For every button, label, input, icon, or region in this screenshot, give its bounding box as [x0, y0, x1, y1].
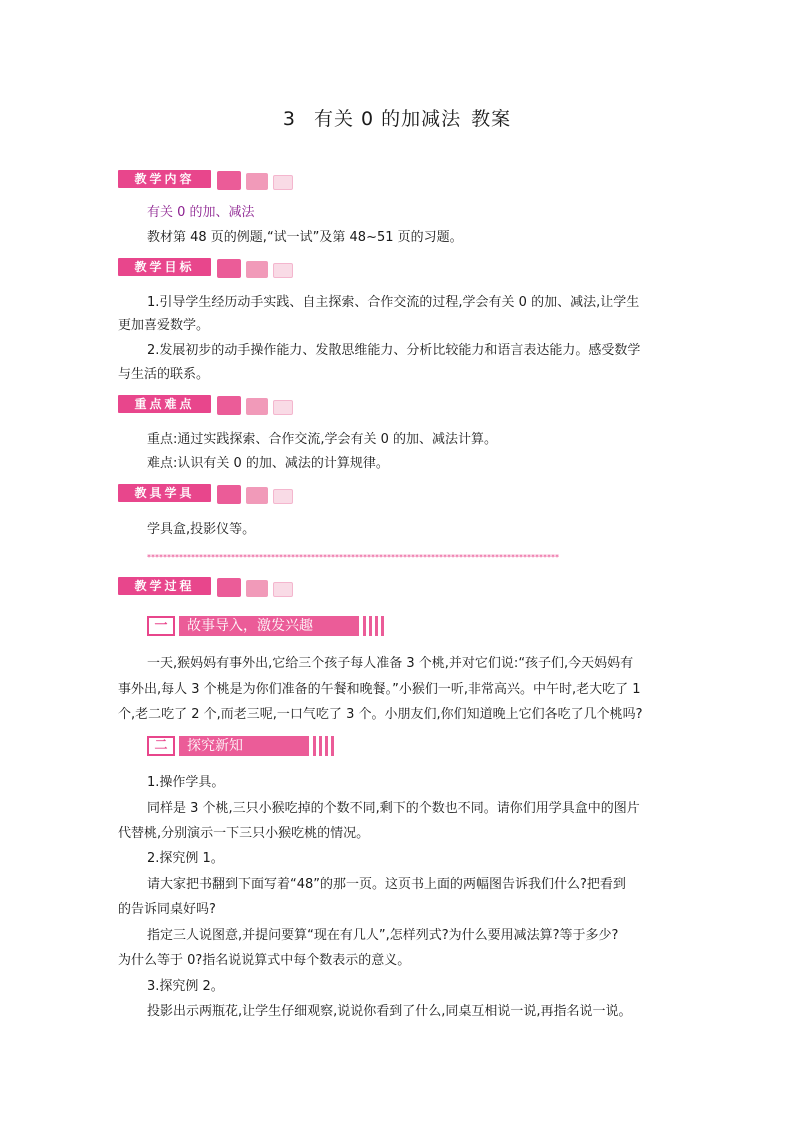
section-tag: 重点难点 — [118, 395, 211, 413]
decor-square — [246, 261, 268, 278]
decor-square — [217, 485, 241, 504]
decor-stripe — [375, 616, 378, 636]
section-tag: 教学目标 — [118, 258, 211, 276]
part2-text: 投影出示两瓶花,让学生仔细观察,说说你看到了什么,同桌互相说一说,再指名说一说。 — [147, 1004, 632, 1019]
part2-text: 同样是 3 个桃,三只小猴吃掉的个数不同,剩下的个数也不同。请你们用学具盒中的图片 — [147, 801, 640, 816]
decor-square — [217, 259, 241, 278]
decor-square — [246, 398, 268, 415]
decor-square — [217, 396, 241, 415]
part2-text: 1.操作学具。 — [147, 775, 225, 790]
part2-text: 3.探究例 2。 — [147, 979, 224, 994]
part-number: 二 — [147, 736, 175, 756]
decor-stripe — [319, 736, 322, 756]
decor-square — [273, 582, 293, 597]
decor-stripe — [369, 616, 372, 636]
decor-square — [273, 489, 293, 504]
decor-stripe — [381, 616, 384, 636]
part-heading-1 — [147, 616, 387, 638]
decor-square — [246, 173, 268, 190]
part1-text: 事外出,每人 3 个桃是为你们准备的午餐和晚餐。”小猴们一听,非常高兴。中午时,老大吃了 1 — [118, 682, 641, 697]
lesson-number: 3 — [282, 108, 296, 130]
decor-stripe — [363, 616, 366, 636]
section-tag: 教学过程 — [118, 577, 211, 595]
part-title: 故事导入，激发兴趣 — [179, 616, 359, 636]
decor-square — [273, 400, 293, 415]
decor-square — [246, 487, 268, 504]
section-tag: 教学内容 — [118, 170, 211, 188]
tools-text: 学具盒,投影仪等。 — [147, 522, 256, 537]
difficult-point: 难点:认识有关 0 的加、减法的计算规律。 — [147, 456, 389, 471]
part2-text: 为什么等于 0?指名说说算式中每个数表示的意义。 — [118, 953, 411, 968]
decor-stripe — [325, 736, 328, 756]
decor-square — [217, 578, 241, 597]
goal-line: 与生活的联系。 — [118, 367, 210, 382]
part2-text: 2.探究例 1。 — [147, 851, 224, 866]
part2-text: 请大家把书翻到下面写着“48”的那一页。这页书上面的两幅图告诉我们什么?把看到 — [147, 877, 626, 892]
content-topic: 有关 0 的加、减法 — [147, 205, 255, 220]
decor-stripe — [331, 736, 334, 756]
part2-text: 代替桃,分别演示一下三只小猴吃桃的情况。 — [118, 826, 370, 841]
key-point: 重点:通过实践探索、合作交流,学会有关 0 的加、减法计算。 — [147, 432, 498, 447]
page-title — [0, 104, 794, 131]
star-divider: ******************************************************************************************************* — [147, 553, 559, 562]
part-heading-2 — [147, 736, 337, 758]
part1-text: 一天,猴妈妈有事外出,它给三个孩子每人准备 3 个桃,并对它们说:“孩子们,今天妈妈有 — [147, 656, 634, 671]
decor-stripe — [313, 736, 316, 756]
content-text: 教材第 48 页的例题,“试一试”及第 48~51 页的习题。 — [147, 230, 463, 245]
goal-line: 1.引导学生经历动手实践、自主探索、合作交流的过程,学会有关 0 的加、减法,让学生 — [147, 295, 640, 310]
section-tag: 教具学具 — [118, 484, 211, 502]
decor-square — [217, 171, 241, 190]
lesson-title: 有关 0 的加减法 — [313, 108, 462, 130]
decor-square — [246, 580, 268, 597]
goal-line: 更加喜爱数学。 — [118, 318, 210, 333]
lesson-title-suffix: 教案 — [471, 108, 512, 130]
part2-text: 的告诉同桌好吗? — [118, 902, 216, 917]
part1-text: 个,老二吃了 2 个,而老三呢,一口气吃了 3 个。小朋友们,你们知道晚上它们各吃了几个桃吗? — [118, 707, 643, 722]
decor-square — [273, 175, 293, 190]
part-title: 探究新知 — [179, 736, 309, 756]
part2-text: 指定三人说图意,并提问要算“现在有几人”,怎样列式?为什么要用减法算?等于多少? — [147, 928, 619, 943]
decor-square — [273, 263, 293, 278]
goal-line: 2.发展初步的动手操作能力、发散思维能力、分析比较能力和语言表达能力。感受数学 — [147, 343, 641, 358]
part-number: 一 — [147, 616, 175, 636]
